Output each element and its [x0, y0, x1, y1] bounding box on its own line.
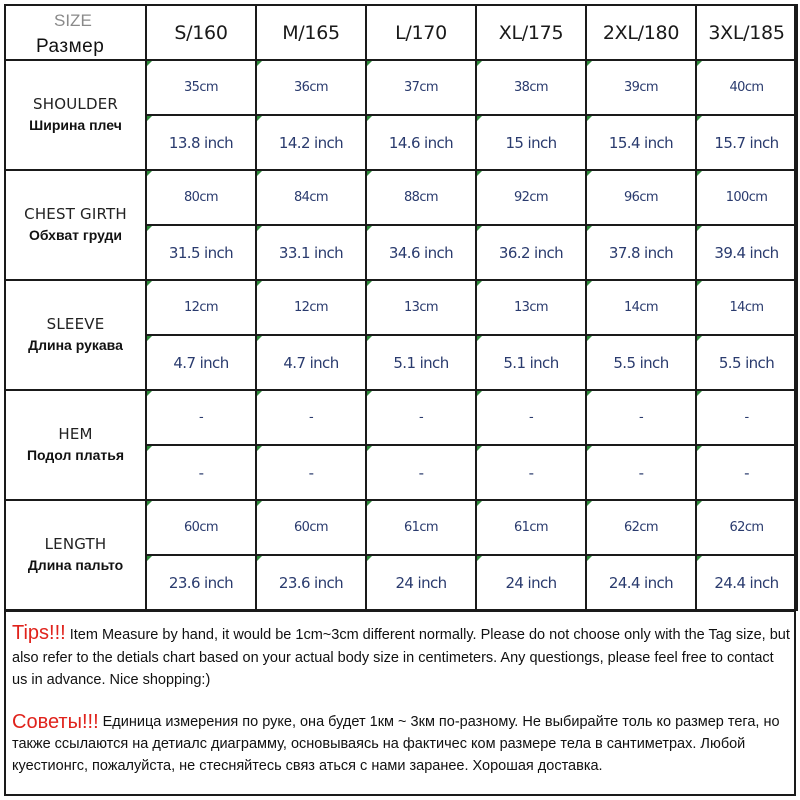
value-inch-cell: 15.4 inch	[586, 115, 696, 170]
value-cm-cell: 100cm	[696, 170, 797, 225]
value-inch-cell: 14.2 inch	[256, 115, 366, 170]
size-column-l: L/170	[366, 5, 476, 60]
value-inch-cell: 34.6 inch	[366, 225, 476, 280]
value-inch-cell: -	[696, 445, 797, 500]
header-row	[5, 5, 797, 60]
value-inch-cell: 24.4 inch	[696, 555, 797, 610]
value-cm-cell: 61cm	[476, 500, 586, 555]
value-cm-cell: 96cm	[586, 170, 696, 225]
value-cm-cell: 60cm	[146, 500, 256, 555]
size-label-en: SIZE	[54, 11, 92, 30]
measure-row-chest-girth-cm	[5, 170, 797, 225]
value-cm-cell: 13cm	[476, 280, 586, 335]
size-column-3xl: 3XL/185	[696, 5, 797, 60]
value-cm-cell: -	[366, 390, 476, 445]
value-inch-cell: 24 inch	[366, 555, 476, 610]
measure-row-hem-cm	[5, 390, 797, 445]
size-column-m: M/165	[256, 5, 366, 60]
measure-label-shoulder	[5, 60, 146, 170]
value-cm-cell: 13cm	[366, 280, 476, 335]
value-inch-cell: 24.4 inch	[586, 555, 696, 610]
measure-label-ru: Длина рукава	[28, 337, 123, 354]
value-cm-cell: 37cm	[366, 60, 476, 115]
value-inch-cell: 13.8 inch	[146, 115, 256, 170]
measure-label-sleeve	[5, 280, 146, 390]
value-inch-cell: -	[476, 445, 586, 500]
measure-label-ru: Длина пальто	[27, 557, 124, 574]
value-cm-cell: 12cm	[146, 280, 256, 335]
tips-text-en: Item Measure by hand, it would be 1cm~3cm different normally. Please do not choose only with the Tag size, but also refer to the detials chart based on your actual body size in centimeters. Any questiongs, please feel free to contact us in advance. Nice shopping:)	[12, 627, 790, 688]
value-inch-cell: 37.8 inch	[586, 225, 696, 280]
value-inch-cell: 23.6 inch	[256, 555, 366, 610]
value-inch-cell: 5.5 inch	[586, 335, 696, 390]
value-cm-cell: 39cm	[586, 60, 696, 115]
measure-label-chest-girth	[5, 170, 146, 280]
value-cm-cell: 14cm	[586, 280, 696, 335]
measure-label-hem	[5, 390, 146, 500]
value-inch-cell: 5.5 inch	[696, 335, 797, 390]
value-inch-cell: 5.1 inch	[476, 335, 586, 390]
value-cm-cell: 62cm	[586, 500, 696, 555]
value-inch-cell: -	[146, 445, 256, 500]
value-inch-cell: 31.5 inch	[146, 225, 256, 280]
measure-row-length-cm	[5, 500, 797, 555]
value-inch-cell: -	[366, 445, 476, 500]
value-cm-cell: 38cm	[476, 60, 586, 115]
value-inch-cell: 4.7 inch	[256, 335, 366, 390]
value-inch-cell: 39.4 inch	[696, 225, 797, 280]
tips-russian	[12, 711, 792, 777]
value-inch-cell: 14.6 inch	[366, 115, 476, 170]
value-inch-cell: 23.6 inch	[146, 555, 256, 610]
measure-label-en: SLEEVE	[46, 315, 105, 334]
value-inch-cell: 15 inch	[476, 115, 586, 170]
value-inch-cell: 33.1 inch	[256, 225, 366, 280]
size-chart-table	[4, 4, 798, 611]
measure-label-ru: Ширина плеч	[29, 117, 122, 134]
tips-heading-en: Tips!!!	[12, 622, 66, 644]
measure-row-shoulder-cm	[5, 60, 797, 115]
size-column-s: S/160	[146, 5, 256, 60]
value-cm-cell: 60cm	[256, 500, 366, 555]
size-label-ru: Размер	[36, 36, 105, 57]
value-cm-cell: 92cm	[476, 170, 586, 225]
value-cm-cell: -	[476, 390, 586, 445]
value-cm-cell: 88cm	[366, 170, 476, 225]
measure-label-en: LENGTH	[44, 535, 107, 554]
measure-label-length	[5, 500, 146, 610]
value-cm-cell: 14cm	[696, 280, 797, 335]
value-cm-cell: -	[256, 390, 366, 445]
tips-heading-ru: Советы!!!	[12, 711, 99, 733]
notes-section	[4, 610, 796, 796]
value-cm-cell: 62cm	[696, 500, 797, 555]
tips-english	[12, 622, 792, 692]
size-column-2xl: 2XL/180	[586, 5, 696, 60]
size-column-xl: XL/175	[476, 5, 586, 60]
value-cm-cell: 35cm	[146, 60, 256, 115]
value-inch-cell: -	[586, 445, 696, 500]
value-inch-cell: 15.7 inch	[696, 115, 797, 170]
value-cm-cell: -	[586, 390, 696, 445]
measure-label-en: HEM	[58, 425, 93, 444]
measure-label-en: SHOULDER	[33, 95, 118, 114]
value-inch-cell: 24 inch	[476, 555, 586, 610]
value-cm-cell: 12cm	[256, 280, 366, 335]
value-inch-cell: -	[256, 445, 366, 500]
measure-label-ru: Подол платья	[26, 447, 125, 464]
value-inch-cell: 36.2 inch	[476, 225, 586, 280]
value-cm-cell: -	[146, 390, 256, 445]
value-cm-cell: 61cm	[366, 500, 476, 555]
value-cm-cell: 36cm	[256, 60, 366, 115]
measure-label-ru: Обхват груди	[28, 227, 123, 244]
value-cm-cell: 40cm	[696, 60, 797, 115]
value-cm-cell: 84cm	[256, 170, 366, 225]
size-header-cell	[5, 5, 146, 60]
value-inch-cell: 4.7 inch	[146, 335, 256, 390]
measure-row-sleeve-cm	[5, 280, 797, 335]
value-inch-cell: 5.1 inch	[366, 335, 476, 390]
value-cm-cell: -	[696, 390, 797, 445]
tips-text-ru: Единица измерения по руке, она будет 1км ~ 3км по-разному. Не выбирайте толь ко размер тега, но также ссылаются на детиалс диаграмму, основываясь на фактичес ком размере тела в сантиметрах. Любой куестионгс, пожалуйста, не стесняйтесь связ аться с нами заранее. Хорошая доставка.	[12, 714, 780, 774]
measure-label-en: CHEST GIRTH	[24, 205, 127, 224]
value-cm-cell: 80cm	[146, 170, 256, 225]
